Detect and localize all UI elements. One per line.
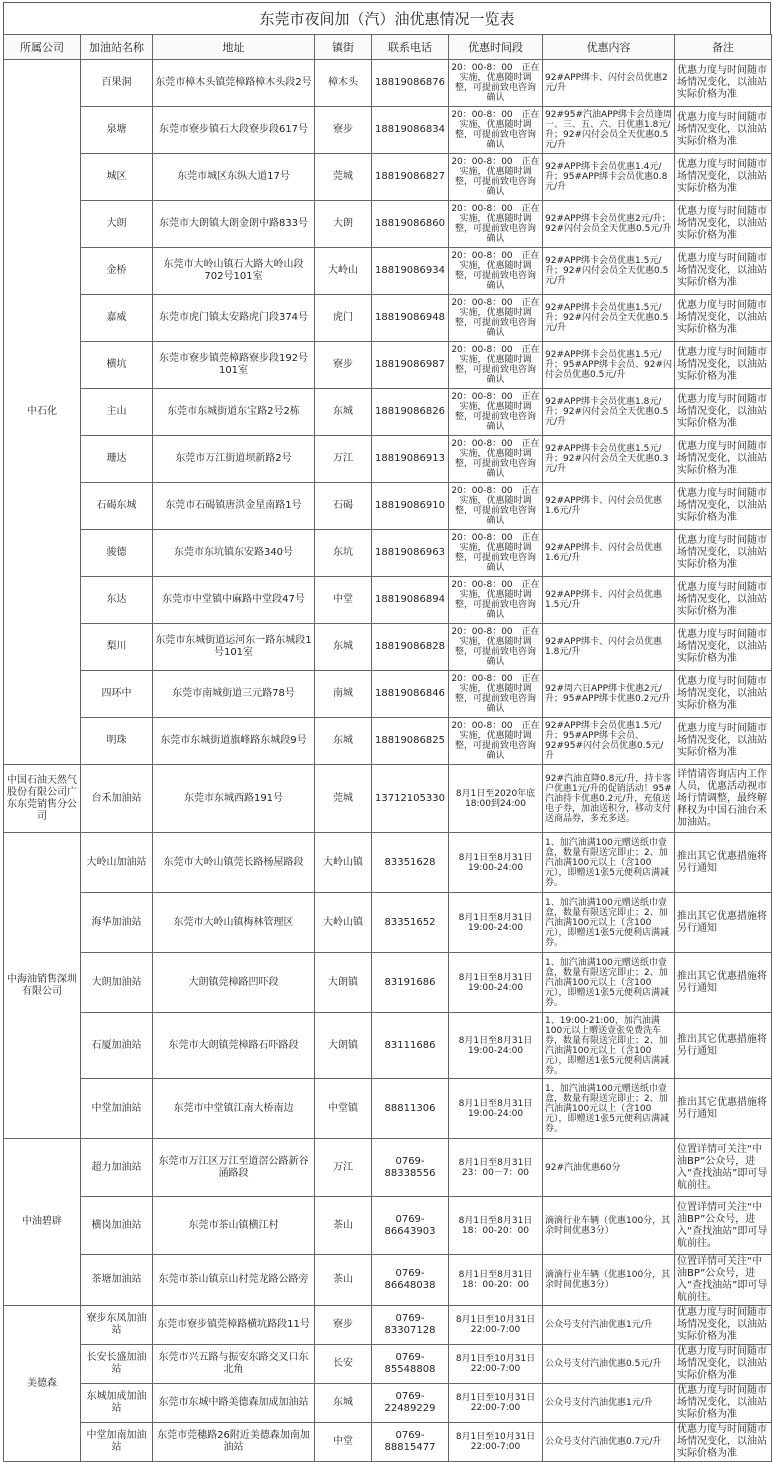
phone-cell: 83111686 (372, 1013, 449, 1079)
note-cell: 优惠力度与时间随市场情况变化，以油站实际价格为准 (675, 295, 772, 342)
note-cell: 优惠力度与时间随市场情况变化，以油站实际价格为准 (675, 1423, 772, 1462)
phone-cell: 0769-22489229 (372, 1384, 449, 1423)
address-cell: 东莞市莞穗路26附近美德森加南加油站 (153, 1423, 315, 1462)
offer-cell: 1、加汽油满100元赠送纸巾壹盒，数量有限送完即止；2、加汽油满100元以上（含100元），即赠送1张5元便利店满减券。 (543, 893, 675, 953)
station-name-cell: 寮步东凤加油站 (81, 1306, 153, 1345)
address-cell: 东莞市寮步镇莞樟路寮步段192号101室 (153, 342, 315, 389)
time-cell: 8月1日至10月31日22:00-7:00 (449, 1306, 543, 1345)
phone-cell: 13712105330 (372, 765, 449, 833)
time-cell: 8月1日至8月31日19:00-24:00 (449, 1079, 543, 1139)
note-cell: 优惠力度与时间随市场情况变化，以油站实际价格为准 (675, 624, 772, 671)
time-cell: 8月1日至2020年底18:00到24:00 (449, 765, 543, 833)
table-row (4, 389, 772, 436)
town-cell: 大岭山镇 (315, 833, 372, 893)
town-cell: 东城 (315, 1384, 372, 1423)
address-cell: 东莞市茶山镇京山村莞龙路公路旁 (153, 1255, 315, 1306)
address-cell: 大朗镇莞樟路凹吓段 (153, 953, 315, 1013)
note-cell: 位置详情可关注“中油BP”公众号，进入“查找油站”即可导航前往。 (675, 1139, 772, 1197)
note-cell: 优惠力度与时间随市场情况变化，以油站实际价格为准 (675, 248, 772, 295)
station-name-cell: 大朗 (81, 201, 153, 248)
town-cell: 大岭山镇 (315, 893, 372, 953)
time-cell: 20：00-8：00 正在实施，优惠随时调整，可提前致电咨询确认 (449, 671, 543, 718)
address-cell: 东莞市大朗镇大朗金朗中路833号 (153, 201, 315, 248)
table-row (4, 1197, 772, 1255)
phone-cell: 0769-88815477 (372, 1423, 449, 1462)
town-cell: 莞城 (315, 765, 372, 833)
address-cell: 东莞市寮步镇莞樟路横坑路段11号 (153, 1306, 315, 1345)
station-name-cell: 主山 (81, 389, 153, 436)
station-name-cell: 海华加油站 (81, 893, 153, 953)
address-cell: 东莞市中堂镇江南大桥南边 (153, 1079, 315, 1139)
station-name-cell: 长安长盛加油站 (81, 1345, 153, 1384)
note-cell: 优惠力度与时间随市场情况变化，以油站实际价格为准 (675, 1345, 772, 1384)
company-cell: 美德森 (4, 1306, 81, 1462)
town-cell: 南城 (315, 671, 372, 718)
address-cell: 东莞市茶山镇横江村 (153, 1197, 315, 1255)
town-cell: 寮步 (315, 107, 372, 154)
phone-cell: 83351652 (372, 893, 449, 953)
note-cell: 优惠力度与时间随市场情况变化，以油站实际价格为准 (675, 530, 772, 577)
offer-cell: 92#汽油直降0.8元/升，持卡客户优惠1元/升的促销活动！95#汽油持卡优惠0.2元/升，充值送电子券，加油送积分，移动支付送商品券，多充多送。 (543, 765, 675, 833)
station-name-cell: 中堂加南加油站 (81, 1423, 153, 1462)
table-row (4, 718, 772, 765)
note-cell: 优惠力度与时间随市场情况变化，以油站实际价格为准 (675, 389, 772, 436)
table-row (4, 1079, 772, 1139)
note-cell: 优惠力度与时间随市场情况变化，以油站实际价格为准 (675, 60, 772, 107)
note-cell: 位置详情可关注“中油BP”公众号，进入“查找油站”即可导航前往。 (675, 1255, 772, 1306)
address-cell: 东莞市大岭山镇莞长路杨屋路段 (153, 833, 315, 893)
address-cell: 东莞市东坑镇东安路340号 (153, 530, 315, 577)
address-cell: 东莞市大岭山镇石大路大岭山段702号101室 (153, 248, 315, 295)
table-row (4, 248, 772, 295)
offer-cell: 92#APP绑卡、闪付会员优惠1.5元/升 (543, 577, 675, 624)
table-row (4, 1306, 772, 1345)
time-cell: 8月1日至8月31日23：00－7：00 (449, 1139, 543, 1197)
station-name-cell: 四环中 (81, 671, 153, 718)
town-cell: 茶山 (315, 1197, 372, 1255)
time-cell: 20：00-8：00 正在实施，优惠随时调整，可提前致电咨询确认 (449, 389, 543, 436)
town-cell: 茶山 (315, 1255, 372, 1306)
phone-cell: 18819086876 (372, 60, 449, 107)
offer-cell: 92#APP绑卡、闪付会员优惠1.6元/升 (543, 530, 675, 577)
time-cell: 8月1日至8月31日19:00-24:00 (449, 893, 543, 953)
town-cell: 寮步 (315, 342, 372, 389)
table-row (4, 60, 772, 107)
address-cell: 东莞市东城西路191号 (153, 765, 315, 833)
station-name-cell: 横岗加油站 (81, 1197, 153, 1255)
table-row (4, 295, 772, 342)
phone-cell: 0769-85548808 (372, 1345, 449, 1384)
time-cell: 20：00-8：00 正在实施，优惠随时调整，可提前致电咨询确认 (449, 577, 543, 624)
note-cell: 优惠力度与时间随市场情况变化，以油站实际价格为准 (675, 718, 772, 765)
note-cell: 位置详情可关注“中油BP”公众号，进入“查找油站”即可导航前往。 (675, 1197, 772, 1255)
time-cell: 20：00-8：00 正在实施，优惠随时调整，可提前致电咨询确认 (449, 60, 543, 107)
table-row (4, 1013, 772, 1079)
station-name-cell: 台禾加油站 (81, 765, 153, 833)
address-cell: 东莞市东城街道旗峰路东城段9号 (153, 718, 315, 765)
town-cell: 东城 (315, 718, 372, 765)
address-cell: 东莞市兴五路与振安东路交叉口东北角 (153, 1345, 315, 1384)
offer-cell: 1、19:00-21:00，加汽油满100元以上赠送壹张免费洗车券，数量有限送完即止；2、加汽油满100元以上（含100元），即赠送1张5元便利店满减券。 (543, 1013, 675, 1079)
town-cell: 中堂 (315, 577, 372, 624)
address-cell: 东莞市万江区万江至道滘公路新谷涌路段 (153, 1139, 315, 1197)
address-cell: 东莞市万江街道坝新路2号 (153, 436, 315, 483)
offer-cell: 92#APP绑卡会员优惠1.5元/升；95#APP绑卡会员、92#闪付会员优惠0.5元/升 (543, 342, 675, 389)
phone-cell: 18819086826 (372, 389, 449, 436)
phone-cell: 18819086913 (372, 436, 449, 483)
town-cell: 中堂 (315, 1423, 372, 1462)
station-name-cell: 骏德 (81, 530, 153, 577)
phone-cell: 18819086963 (372, 530, 449, 577)
table-row (4, 577, 772, 624)
address-cell: 东莞市城区东纵大道17号 (153, 154, 315, 201)
header-station: 加油站名称 (81, 35, 153, 60)
note-cell: 优惠力度与时间随市场情况变化，以油站实际价格为准 (675, 436, 772, 483)
time-cell: 20：00-8：00 正在实施，优惠随时调整，可提前致电咨询确认 (449, 483, 543, 530)
phone-cell: 18819086828 (372, 624, 449, 671)
header-row (4, 35, 772, 60)
note-cell: 优惠力度与时间随市场情况变化，以油站实际价格为准 (675, 154, 772, 201)
table-row (4, 624, 772, 671)
offer-cell: 92#APP绑卡会员优惠1.5元/升；92#闪付会员全天优惠0.3元/升 (543, 436, 675, 483)
station-name-cell: 石碣东城 (81, 483, 153, 530)
offer-cell: 92#APP绑卡、闪付会员优惠2元/升 (543, 60, 675, 107)
address-cell: 东莞市石碣镇唐洪金星南路1号 (153, 483, 315, 530)
phone-cell: 18819086987 (372, 342, 449, 389)
time-cell: 8月1日至10月31日22:00-7:00 (449, 1384, 543, 1423)
town-cell: 中堂镇 (315, 1079, 372, 1139)
time-cell: 8月1日至10月31日22:00-7:00 (449, 1345, 543, 1384)
time-cell: 20：00-8：00 正在实施，优惠随时调整，可提前致电咨询确认 (449, 248, 543, 295)
phone-cell: 18819086825 (372, 718, 449, 765)
phone-cell: 83351628 (372, 833, 449, 893)
station-name-cell: 珊达 (81, 436, 153, 483)
station-name-cell: 明珠 (81, 718, 153, 765)
town-cell: 虎门 (315, 295, 372, 342)
table-row (4, 436, 772, 483)
company-cell: 中石化 (4, 60, 81, 765)
offer-cell: 92#APP绑卡会员优惠1.5元/升；92#闪付会员全天优惠0.5元/升 (543, 295, 675, 342)
town-cell: 大岭山 (315, 248, 372, 295)
offer-cell: 92#APP绑卡、闪付会员优惠1.8元/升 (543, 624, 675, 671)
table-row (4, 342, 772, 389)
phone-cell: 0769-86648038 (372, 1255, 449, 1306)
town-cell: 石碣 (315, 483, 372, 530)
phone-cell: 18819086910 (372, 483, 449, 530)
station-name-cell: 中堂加油站 (81, 1079, 153, 1139)
table-body (4, 60, 772, 1462)
address-cell: 东莞市南城街道三元路78号 (153, 671, 315, 718)
town-cell: 寮步 (315, 1306, 372, 1345)
header-time: 优惠时间段 (449, 35, 543, 60)
offer-cell: 92#APP绑卡会员优惠1.5元/升；92#闪付会员全天优惠0.5元/升 (543, 248, 675, 295)
time-cell: 20：00-8：00 正在实施，优惠随时调整，可提前致电咨询确认 (449, 718, 543, 765)
table-row (4, 1345, 772, 1384)
note-cell: 优惠力度与时间随市场情况变化，以油站实际价格为准 (675, 577, 772, 624)
time-cell: 20：00-8：00 正在实施，优惠随时调整，可提前致电咨询确认 (449, 201, 543, 248)
station-name-cell: 大岭山加油站 (81, 833, 153, 893)
table-row (4, 1384, 772, 1423)
address-cell: 东莞市大朗镇莞樟路石吓路段 (153, 1013, 315, 1079)
station-name-cell: 东城加成加油站 (81, 1384, 153, 1423)
table-row (4, 1255, 772, 1306)
town-cell: 万江 (315, 436, 372, 483)
offer-cell: 公众号支付汽油优惠0.7元/升 (543, 1423, 675, 1462)
company-cell: 中国石油天然气股份有限公司广东东莞销售分公司 (4, 765, 81, 833)
offer-cell: 公众号支付汽油优惠1元/升 (543, 1384, 675, 1423)
offer-cell: 公众号支付汽油优惠0.5元/升 (543, 1345, 675, 1384)
offer-cell: 公众号支付汽油优惠1元/升 (543, 1306, 675, 1345)
phone-cell: 0769-88338556 (372, 1139, 449, 1197)
header-offer: 优惠内容 (543, 35, 675, 60)
note-cell: 优惠力度与时间随市场情况变化，以油站实际价格为准 (675, 483, 772, 530)
address-cell: 东莞市东城街道东宝路2号2栋 (153, 389, 315, 436)
time-cell: 20：00-8：00 正在实施，优惠随时调整，可提前致电咨询确认 (449, 107, 543, 154)
phone-cell: 83191686 (372, 953, 449, 1013)
note-cell: 优惠力度与时间随市场情况变化，以油站实际价格为准 (675, 1306, 772, 1345)
note-cell: 推出其它优惠措施将另行通知 (675, 1013, 772, 1079)
offer-cell: 92#95#汽油APP绑卡会员逢周一、三、五、六、日优惠1.8元/升；92#闪付会员全天优惠0.5元/升 (543, 107, 675, 154)
address-cell: 东莞市东城街道运河东一路东城段1号101室 (153, 624, 315, 671)
page-title: 东莞市夜间加（汽）油优惠情况一览表 (3, 2, 771, 34)
address-cell: 东莞市大岭山镇梅林管理区 (153, 893, 315, 953)
station-name-cell: 金桥 (81, 248, 153, 295)
time-cell: 8月1日至10月31日22:00-7:00 (449, 1423, 543, 1462)
address-cell: 东莞市中堂镇中麻路中堂段47号 (153, 577, 315, 624)
time-cell: 20：00-8：00 正在实施，优惠随时调整，可提前致电咨询确认 (449, 530, 543, 577)
address-cell: 东莞市寮步镇石大段寮步段617号 (153, 107, 315, 154)
offer-cell: 滴滴行业车辆（优惠100分，其余时间优惠3分） (543, 1255, 675, 1306)
offer-cell: 92#周六日APP绑卡优惠2元/升；95#APP绑卡优惠0.2元/升 (543, 671, 675, 718)
town-cell: 大朗镇 (315, 1013, 372, 1079)
note-cell: 推出其它优惠措施将另行通知 (675, 893, 772, 953)
offer-cell: 1、加汽油满100元赠送纸巾壹盒，数量有限送完即止；2、加汽油满100元以上（含100元），即赠送1张5元便利店满减券。 (543, 833, 675, 893)
offer-cell: 1、加汽油满100元赠送纸巾壹盒，数量有限送完即止；2、加汽油满100元以上（含100元），即赠送1张5元便利店满减券。 (543, 1079, 675, 1139)
table-row (4, 1139, 772, 1197)
station-name-cell: 茶塘加油站 (81, 1255, 153, 1306)
station-name-cell: 石厦加油站 (81, 1013, 153, 1079)
offer-cell: 92#APP绑卡会员优惠1.8元/升；92#闪付会员全天优惠0.5元/升 (543, 389, 675, 436)
offer-cell: 92#APP绑卡会员优惠1.5元/升；95#APP绑卡会员、92#95#闪付会员优惠0.5元/升 (543, 718, 675, 765)
header-company: 所属公司 (4, 35, 81, 60)
note-cell: 推出其它优惠措施将另行通知 (675, 1079, 772, 1139)
note-cell: 详情请咨询店内工作人员，优惠活动视市场行情调整，最终解释权为中国石油台禾加油站。 (675, 765, 772, 833)
note-cell: 优惠力度与时间随市场情况变化，以油站实际价格为准 (675, 1384, 772, 1423)
table-row (4, 953, 772, 1013)
company-cell: 中海油销售深圳有限公司 (4, 833, 81, 1139)
station-name-cell: 大朗加油站 (81, 953, 153, 1013)
time-cell: 8月1日至8月31日18：00-20：00 (449, 1255, 543, 1306)
town-cell: 万江 (315, 1139, 372, 1197)
note-cell: 优惠力度与时间随市场情况变化，以油站实际价格为准 (675, 107, 772, 154)
note-cell: 推出其它优惠措施将另行通知 (675, 833, 772, 893)
offer-cell: 92#APP绑卡会员优惠1.4元/升；95#APP绑卡会员优惠0.8元/升 (543, 154, 675, 201)
station-name-cell: 百果洞 (81, 60, 153, 107)
offer-cell: 92#APP绑卡、闪付会员优惠1.6元/升 (543, 483, 675, 530)
phone-cell: 18819086846 (372, 671, 449, 718)
town-cell: 长安 (315, 1345, 372, 1384)
station-name-cell: 梨川 (81, 624, 153, 671)
phone-cell: 18819086894 (372, 577, 449, 624)
phone-cell: 18819086827 (372, 154, 449, 201)
time-cell: 8月1日至8月31日19:00-24:00 (449, 833, 543, 893)
table-row (4, 833, 772, 893)
town-cell: 莞城 (315, 154, 372, 201)
note-cell: 推出其它优惠措施将另行通知 (675, 953, 772, 1013)
address-cell: 东莞市樟木头镇莞樟路樟木头段2号 (153, 60, 315, 107)
header-phone: 联系电话 (372, 35, 449, 60)
phone-cell: 0769-86643903 (372, 1197, 449, 1255)
time-cell: 8月1日至8月31日18：00-20：00 (449, 1197, 543, 1255)
table-row (4, 107, 772, 154)
note-cell: 优惠力度与时间随市场情况变化，以油站实际价格为准 (675, 342, 772, 389)
note-cell: 优惠力度与时间随市场情况变化，以油站实际价格为准 (675, 671, 772, 718)
offer-cell: 92#汽油优惠60分 (543, 1139, 675, 1197)
note-cell: 优惠力度与时间随市场情况变化，以油站实际价格为准 (675, 201, 772, 248)
address-cell: 东莞市东城中路美德森加成加油站 (153, 1384, 315, 1423)
phone-cell: 88811306 (372, 1079, 449, 1139)
offer-cell: 92#APP绑卡会员优惠2元/升；92#闪付会员全天优惠0.5元/升 (543, 201, 675, 248)
address-cell: 东莞市虎门镇太安路虎门段374号 (153, 295, 315, 342)
town-cell: 大朗镇 (315, 953, 372, 1013)
discount-table (3, 34, 772, 1462)
phone-cell: 18819086948 (372, 295, 449, 342)
time-cell: 8月1日至8月31日19:00-24:00 (449, 1013, 543, 1079)
town-cell: 东城 (315, 624, 372, 671)
phone-cell: 18819086860 (372, 201, 449, 248)
table-row (4, 765, 772, 833)
header-note: 备注 (675, 35, 772, 60)
table-row (4, 201, 772, 248)
table-row (4, 483, 772, 530)
town-cell: 大朗 (315, 201, 372, 248)
phone-cell: 0769-83307128 (372, 1306, 449, 1345)
town-cell: 樟木头 (315, 60, 372, 107)
time-cell: 20：00-8：00 正在实施，优惠随时调整，可提前致电咨询确认 (449, 154, 543, 201)
company-cell: 中油碧辟 (4, 1139, 81, 1306)
station-name-cell: 城区 (81, 154, 153, 201)
table-row (4, 530, 772, 577)
town-cell: 东坑 (315, 530, 372, 577)
table-row (4, 893, 772, 953)
station-name-cell: 泉塘 (81, 107, 153, 154)
header-address: 地址 (153, 35, 315, 60)
time-cell: 20：00-8：00 正在实施，优惠随时调整，可提前致电咨询确认 (449, 624, 543, 671)
station-name-cell: 超力加油站 (81, 1139, 153, 1197)
time-cell: 20：00-8：00 正在实施，优惠随时调整，可提前致电咨询确认 (449, 295, 543, 342)
table-row (4, 671, 772, 718)
table-row (4, 154, 772, 201)
offer-cell: 1、加汽油满100元赠送纸巾壹盒，数量有限送完即止；2、加汽油满100元以上（含100元），即赠送1张5元便利店满减券。 (543, 953, 675, 1013)
time-cell: 8月1日至8月31日19:00-24:00 (449, 953, 543, 1013)
time-cell: 20：00-8：00 正在实施，优惠随时调整，可提前致电咨询确认 (449, 342, 543, 389)
station-name-cell: 东达 (81, 577, 153, 624)
offer-cell: 滴滴行业车辆（优惠100分，其余时间优惠3分） (543, 1197, 675, 1255)
header-town: 镇街 (315, 35, 372, 60)
phone-cell: 18819086934 (372, 248, 449, 295)
time-cell: 20：00-8：00 正在实施，优惠随时调整，可提前致电咨询确认 (449, 436, 543, 483)
town-cell: 东城 (315, 389, 372, 436)
phone-cell: 18819086834 (372, 107, 449, 154)
station-name-cell: 横坑 (81, 342, 153, 389)
station-name-cell: 嘉威 (81, 295, 153, 342)
